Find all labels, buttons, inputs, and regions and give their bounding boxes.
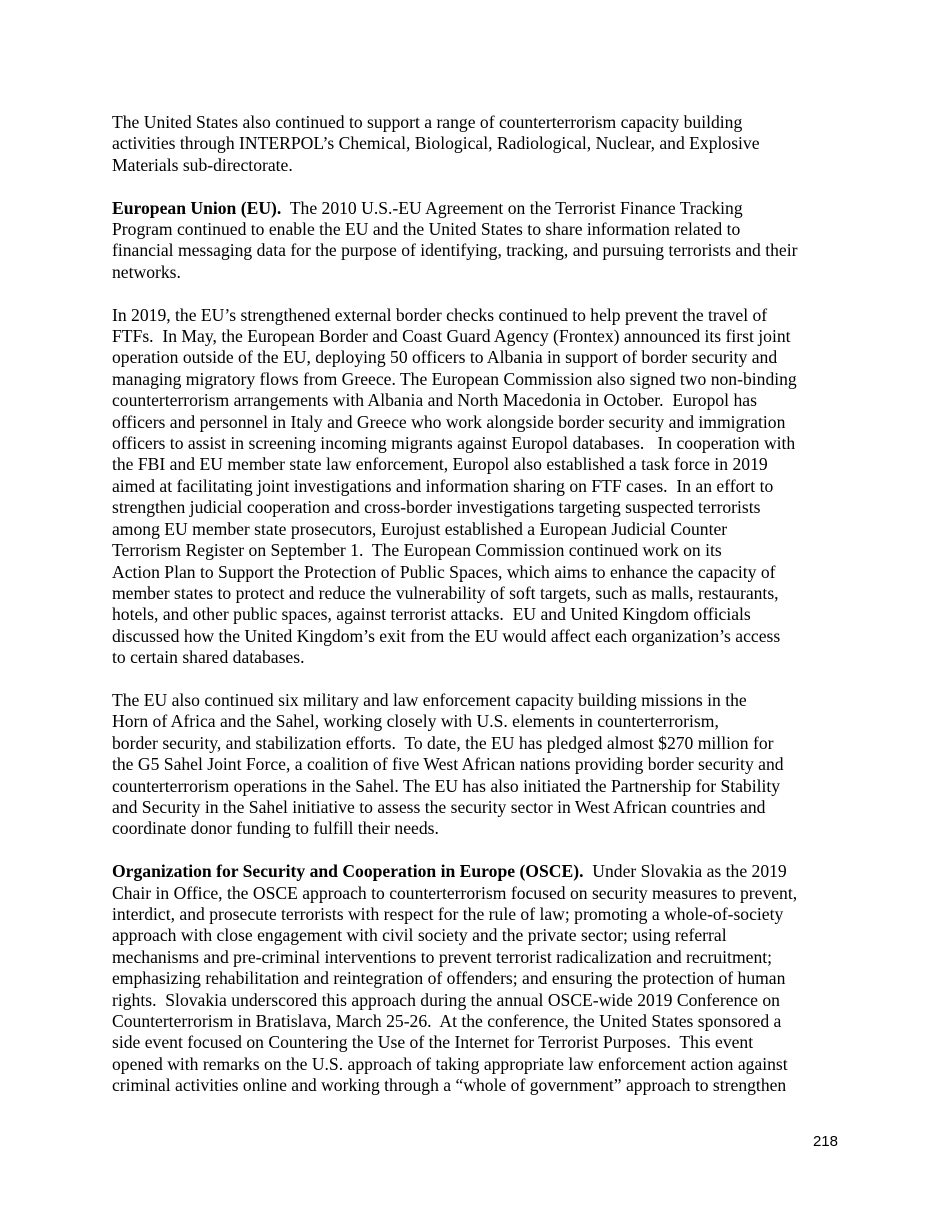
text-line-rest: Under Slovakia as the 2019 xyxy=(583,861,787,882)
text-line: side event focused on Countering the Use of the Internet for Terrorist Purposes. This event xyxy=(112,1032,754,1053)
text-line: member states to protect and reduce the vulnerability of soft targets, such as malls, restaurants, xyxy=(112,582,779,603)
text-line: interdict, and prosecute terrorists with respect for the rule of law; promoting a whole-of-society xyxy=(112,903,784,924)
text-line: and Security in the Sahel initiative to assess the security sector in West African countries and xyxy=(112,796,766,817)
text-line: approach with close engagement with civil society and the private sector; using referral xyxy=(112,925,727,946)
section-heading: European Union (EU). xyxy=(112,197,282,218)
text-line: Program continued to enable the EU and the United States to share information related to xyxy=(112,219,741,240)
text-line: strengthen judicial cooperation and cross-border investigations targeting suspected terrorists xyxy=(112,497,761,518)
text-line: Terrorism Register on September 1. The European Commission continued work on its xyxy=(112,540,722,561)
text-line: Materials sub-directorate. xyxy=(112,154,293,175)
text-line: Chair in Office, the OSCE approach to counterterrorism focused on security measures to prevent, xyxy=(112,882,798,903)
text-line: Horn of Africa and the Sahel, working closely with U.S. elements in counterterrorism, xyxy=(112,711,719,732)
text-line: to certain shared databases. xyxy=(112,647,305,668)
text-line: networks. xyxy=(112,261,181,282)
text-line: rights. Slovakia underscored this approach during the annual OSCE-wide 2019 Conference on xyxy=(112,989,780,1010)
text-line: border security, and stabilization efforts. To date, the EU has pledged almost $270 million for xyxy=(112,732,774,753)
section-heading: Organization for Security and Cooperation in Europe (OSCE). xyxy=(112,861,584,882)
text-line: aimed at facilitating joint investigations and information sharing on FTF cases. In an effort to xyxy=(112,475,774,496)
page-number: 218 xyxy=(812,1133,838,1150)
text-line xyxy=(112,861,840,882)
text-line: coordinate donor funding to fulfill their needs. xyxy=(112,818,439,839)
text-line: counterterrorism arrangements with Albania and North Macedonia in October. Europol has xyxy=(112,390,757,411)
text-line: the FBI and EU member state law enforcement, Europol also established a task force in 2019 xyxy=(112,454,768,475)
text-line: opened with remarks on the U.S. approach of taking appropriate law enforcement action against xyxy=(112,1053,788,1074)
text-line: Action Plan to Support the Protection of Public Spaces, which aims to enhance the capacity of xyxy=(112,561,776,582)
text-line: In 2019, the EU’s strengthened external border checks continued to help prevent the travel of xyxy=(112,304,768,325)
paragraph xyxy=(112,690,840,840)
paragraph xyxy=(112,198,840,284)
text-line: The United States also continued to support a range of counterterrorism capacity building xyxy=(112,112,743,132)
document-body xyxy=(112,112,840,1097)
text-line-rest: The 2010 U.S.-EU Agreement on the Terrorist Finance Tracking xyxy=(281,197,743,218)
text-line: The EU also continued six military and law enforcement capacity building missions in the xyxy=(112,689,747,710)
text-line: officers and personnel in Italy and Greece who work alongside border security and immigration xyxy=(112,411,786,432)
paragraph xyxy=(112,861,840,1096)
text-line: counterterrorism operations in the Sahel. The EU has also initiated the Partnership for Stability xyxy=(112,775,781,796)
paragraph xyxy=(112,305,840,669)
text-line: financial messaging data for the purpose of identifying, tracking, and pursuing terrorists and their xyxy=(112,240,798,261)
text-line: activities through INTERPOL’s Chemical, Biological, Radiological, Nuclear, and Explosive xyxy=(112,133,760,154)
paragraph xyxy=(112,112,840,176)
text-line: the G5 Sahel Joint Force, a coalition of five West African nations providing border security and xyxy=(112,754,784,775)
text-line xyxy=(112,198,840,219)
text-line: discussed how the United Kingdom’s exit from the EU would affect each organization’s access xyxy=(112,625,781,646)
text-line: mechanisms and pre-criminal interventions to prevent terrorist radicalization and recruitment; xyxy=(112,946,773,967)
text-line: hotels, and other public spaces, against terrorist attacks. EU and United Kingdom officials xyxy=(112,604,751,625)
text-line: officers to assist in screening incoming migrants against Europol databases. In cooperation with xyxy=(112,433,796,454)
text-line: FTFs. In May, the European Border and Coast Guard Agency (Frontex) announced its first joint xyxy=(112,326,791,347)
text-line: operation outside of the EU, deploying 50 officers to Albania in support of border security and xyxy=(112,347,778,368)
text-line: among EU member state prosecutors, Eurojust established a European Judicial Counter xyxy=(112,518,728,539)
text-line: criminal activities online and working through a “whole of government” approach to strengthen xyxy=(112,1075,787,1096)
text-line: emphasizing rehabilitation and reintegration of offenders; and ensuring the protection of human xyxy=(112,968,786,989)
text-line: Counterterrorism in Bratislava, March 25-26. At the conference, the United States sponsored a xyxy=(112,1011,782,1031)
document-page xyxy=(112,112,840,1118)
text-line: managing migratory flows from Greece. The European Commission also signed two non-binding xyxy=(112,368,797,389)
